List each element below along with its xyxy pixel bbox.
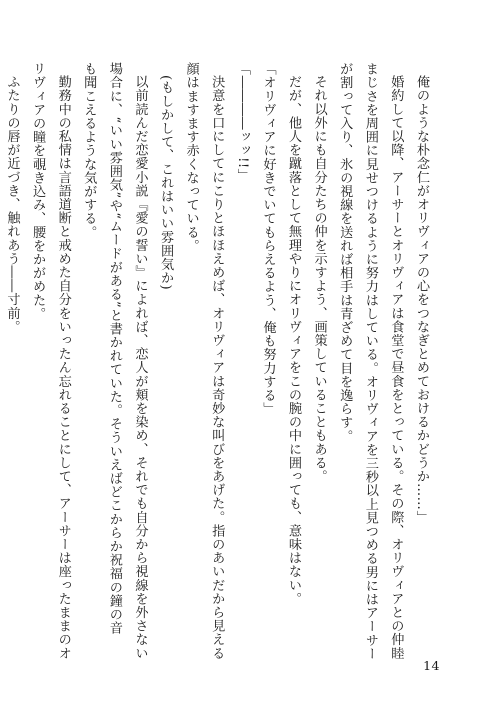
text-line: それ以外にも自分たちの仲を示すよう、画策していることもある。 — [311, 75, 327, 484]
text-line: リヴィアの瞳を覗き込み、腰をかがめた。 — [30, 62, 46, 321]
text-line: 勤務中の私情は言語道断と戒めた自分をいったん忘れることにして、アーサーは座ったままのオ — [55, 75, 71, 660]
text-line: 場合に、“いい雰囲気”や“ムードがある”と書かれていた。そういえばどこからか祝福の鐘の音 — [106, 62, 122, 635]
text-line: ふたりの唇が近づき、触れあう――寸前。 — [4, 75, 20, 334]
text-line: 「オリヴィアに好きでいてもらえるよう、俺も努力する」 — [260, 62, 276, 416]
page-number: 14 — [423, 658, 440, 673]
text-line: (もしかして、これはいい雰囲気か) — [158, 75, 174, 291]
text-line: 決意を口にしてにこりとほほえめば、オリヴィアは奇妙な叫びをあげた。指のあいだから見える — [209, 75, 225, 660]
text-line: まじさを周囲に見せつけるように努力はしている。オリヴィアを三秒以上見つめる男にはアーサー — [362, 62, 378, 661]
text-line: 「――――ッッ!!」 — [234, 62, 250, 183]
text-line: も聞こえるような気がする。 — [81, 62, 97, 239]
text-line: 以前読んだ恋愛小説『愛の誓い』によれば、恋人が頬を染め、それでも自分から視線を外さない — [132, 75, 148, 660]
text-line: 婚約して以降、アーサーとオリヴィアは食堂で昼食をとっている。その際、オリヴィアとの仲睦 — [388, 75, 404, 660]
text-line: だが、他人を蹴落として無理やりにオリヴィアをこの腕の中に囲っても、意味はない。 — [286, 75, 302, 606]
text-line: が割って入り、氷の視線を送れば相手は青ざめて目を逸らす。 — [337, 62, 353, 443]
vertical-text-body — [4, 62, 434, 672]
text-line: 顔はますます赤くなっている。 — [183, 62, 199, 253]
text-line: 俺のような朴念仁がオリヴィアの心をつなぎとめておけるかどうか……」 — [414, 75, 429, 524]
